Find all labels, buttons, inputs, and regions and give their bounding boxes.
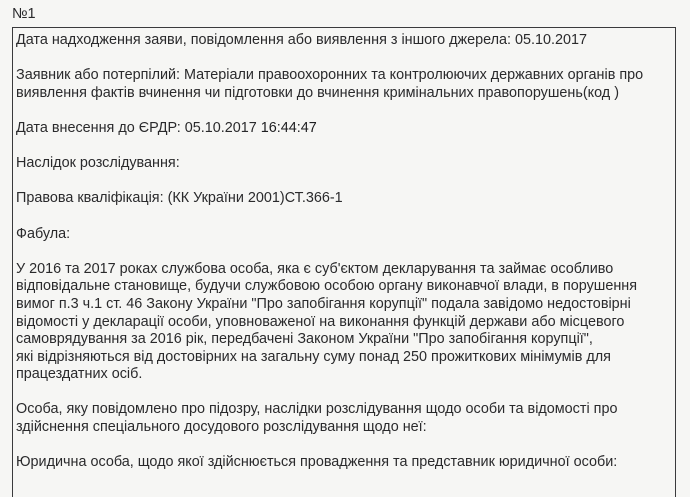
spacer [16, 50, 675, 68]
plot-line: вимог п.3 ч.1 ст. 46 Закону України "Про запобігання корупції" подала завідомо недостовірні [16, 295, 631, 312]
plot-line: працездатних осіб. [16, 366, 143, 383]
plot-line: відповідальне становище, будучи службовою особою органу виконавчої влади, в порушення [16, 278, 638, 295]
investigation-result-field: Наслідок розслідування: [16, 155, 180, 172]
legal-entity-field: Юридична особа, щодо якої здійснюється провадження та представник юридичної особи: [16, 454, 618, 471]
qualification-prefix: Правова кваліфікація: (КК України 2001) [16, 190, 285, 207]
qualification-article: СТ.366-1 [284, 190, 343, 207]
spacer [16, 437, 675, 455]
document-number: №1 [12, 6, 36, 22]
plot-line: У 2016 та 2017 роках службова особа, яка є суб'єктом декларування та займає особливо [16, 260, 614, 277]
suspect-field-line-2: здійснення спеціального досудового розслідування щодо неї: [16, 419, 427, 436]
erdr-date-field [16, 120, 675, 138]
plot-line: які відрізняються від достовірних на загальну суму понад 250 прожиткових мінімумів для [16, 348, 611, 365]
spacer [16, 138, 675, 156]
plot-label: Фабула: [16, 225, 71, 242]
spacer [16, 384, 675, 402]
plot-line: відомості у декларації особи, уповноваженої на виконання функцій держави або місцевого [16, 313, 625, 330]
spacer [16, 173, 675, 191]
plot-line: самоврядування за 2016 рік, передбачені Законом України "Про запобігання корупції", [16, 331, 593, 348]
applicant-field-line-2: виявлення фактів вчинення чи підготовки до вчинення кримінальних правопорушень(код ) [16, 84, 619, 101]
erdr-date-prefix: Дата внесення до ЄРДР: 05.10.2017 [16, 119, 261, 136]
legal-qualification-field [16, 190, 675, 208]
received-date-field: Дата надходження заяви, повідомлення або виявлення з іншого джерела: 05.10.2017 [16, 32, 588, 48]
spacer [16, 243, 675, 261]
spacer [16, 208, 675, 226]
plot-text [16, 261, 675, 384]
record-box [12, 27, 676, 497]
suspect-field-line-1: Особа, яку повідомлено про підозру, наслідки розслідування щодо особи та відомості про [16, 401, 618, 418]
spacer [16, 102, 675, 120]
applicant-field-line-1: Заявник або потерпілий: Матеріали правоохоронних та контролюючих державних органів про [16, 67, 644, 84]
erdr-time: 16:44:47 [260, 119, 317, 136]
